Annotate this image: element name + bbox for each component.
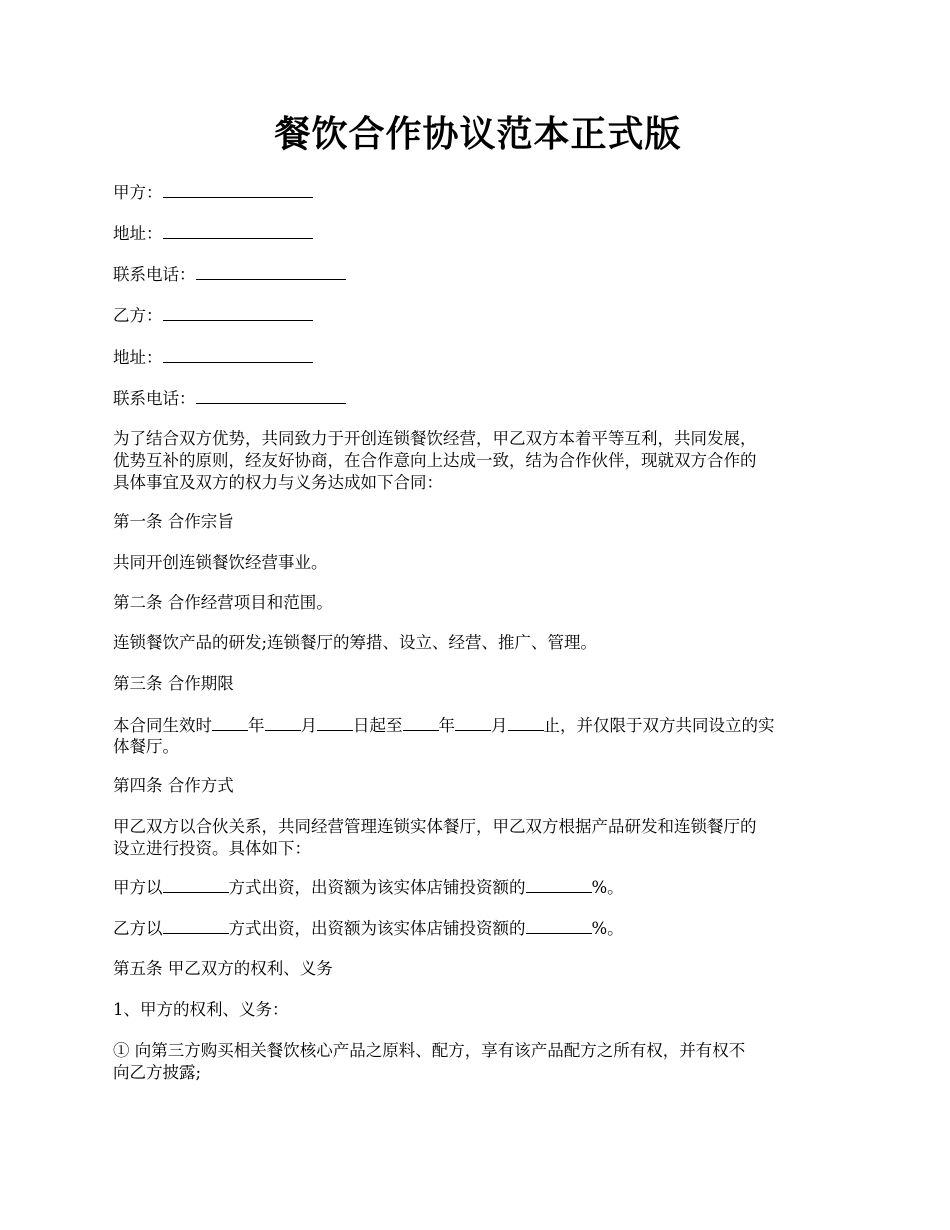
invest-b-method-blank — [163, 917, 229, 934]
party-b-label: 乙方： — [113, 306, 163, 325]
intro-line-3: 具体事宜及双方的权力与义务达成如下合同： — [113, 473, 443, 492]
invest-a-text-1: 甲方以 — [113, 878, 163, 897]
term-start-month-blank — [265, 714, 301, 731]
term-end-year-blank — [403, 714, 439, 731]
party-a-blank — [163, 181, 313, 198]
term-start-day-blank — [317, 714, 353, 731]
party-a-phone-field — [113, 263, 843, 286]
intro-line-2: 优势互补的原则，经友好协商，在合作意向上达成一致，结为合作伙伴，现就双方合作的 — [113, 451, 757, 470]
party-b-address-blank — [163, 346, 313, 363]
term-text-5: 年 — [438, 716, 455, 735]
article-4-heading: 第四条 合作方式 — [113, 776, 234, 795]
party-b-blank — [163, 304, 313, 321]
party-b-phone-blank — [196, 387, 346, 404]
article-4-line-2: 设立进行投资。具体如下： — [113, 839, 311, 858]
term-text-3: 月 — [300, 716, 317, 735]
term-text-1: 本合同生效时 — [113, 716, 212, 735]
party-a-address-field — [113, 222, 843, 245]
party-a-rights-heading: 1、甲方的权利、义务： — [113, 1000, 289, 1019]
term-text-6: 月 — [491, 716, 508, 735]
article-3-term-line — [113, 714, 843, 737]
article-3-heading: 第三条 合作期限 — [113, 674, 234, 693]
party-a-label: 甲方： — [113, 183, 163, 202]
party-b-phone-label: 联系电话： — [113, 389, 196, 408]
party-a-address-label: 地址： — [113, 224, 163, 243]
term-text-4: 日起至 — [353, 716, 403, 735]
party-a-field — [113, 181, 843, 204]
party-a-address-blank — [163, 222, 313, 239]
document-title: 餐饮合作协议范本正式版 — [274, 113, 682, 155]
article-3-term-line-2: 体餐厅。 — [113, 737, 179, 756]
party-a-rights-item-1-line-2: 向乙方披露; — [113, 1063, 202, 1082]
article-1-heading: 第一条 合作宗旨 — [113, 512, 234, 531]
article-5-heading: 第五条 甲乙双方的权利、义务 — [113, 959, 333, 978]
party-a-phone-label: 联系电话： — [113, 265, 196, 284]
invest-b-text-1: 乙方以 — [113, 919, 163, 938]
article-2-text: 连锁餐饮产品的研发;连锁餐厅的筹措、设立、经营、推广、管理。 — [113, 633, 598, 652]
invest-a-text-2: 方式出资，出资额为该实体店铺投资额的 — [228, 878, 526, 897]
party-b-investment-line — [113, 917, 843, 940]
intro-line-1: 为了结合双方优势，共同致力于开创连锁餐饮经营，甲乙双方本着平等互利，共同发展， — [113, 429, 757, 448]
party-a-phone-blank — [196, 263, 346, 280]
term-end-month-blank — [455, 714, 491, 731]
invest-a-text-3: %。 — [591, 878, 624, 897]
term-start-year-blank — [212, 714, 248, 731]
party-a-rights-item-1-line-1: ① 向第三方购买相关餐饮核心产品之原料、配方，享有该产品配方之所有权，并有权不 — [113, 1041, 746, 1060]
article-4-line-1: 甲乙双方以合伙关系，共同经营管理连锁实体餐厅，甲乙双方根据产品研发和连锁餐厅的 — [113, 817, 757, 836]
party-b-field — [113, 304, 843, 327]
invest-a-method-blank — [163, 876, 229, 893]
invest-b-text-3: %。 — [591, 919, 624, 938]
party-a-investment-line — [113, 876, 843, 899]
invest-b-percent-blank — [526, 917, 592, 934]
invest-a-percent-blank — [526, 876, 592, 893]
article-2-heading: 第二条 合作经营项目和范围。 — [113, 593, 333, 612]
invest-b-text-2: 方式出资，出资额为该实体店铺投资额的 — [228, 919, 526, 938]
term-text-2: 年 — [248, 716, 265, 735]
term-text-7: 止，并仅限于双方共同设立的实 — [543, 716, 775, 735]
party-b-address-field — [113, 346, 843, 369]
article-1-text: 共同开创连锁餐饮经营事业。 — [113, 553, 328, 572]
term-end-day-blank — [508, 714, 544, 731]
party-b-phone-field — [113, 387, 843, 410]
party-b-address-label: 地址： — [113, 348, 163, 367]
